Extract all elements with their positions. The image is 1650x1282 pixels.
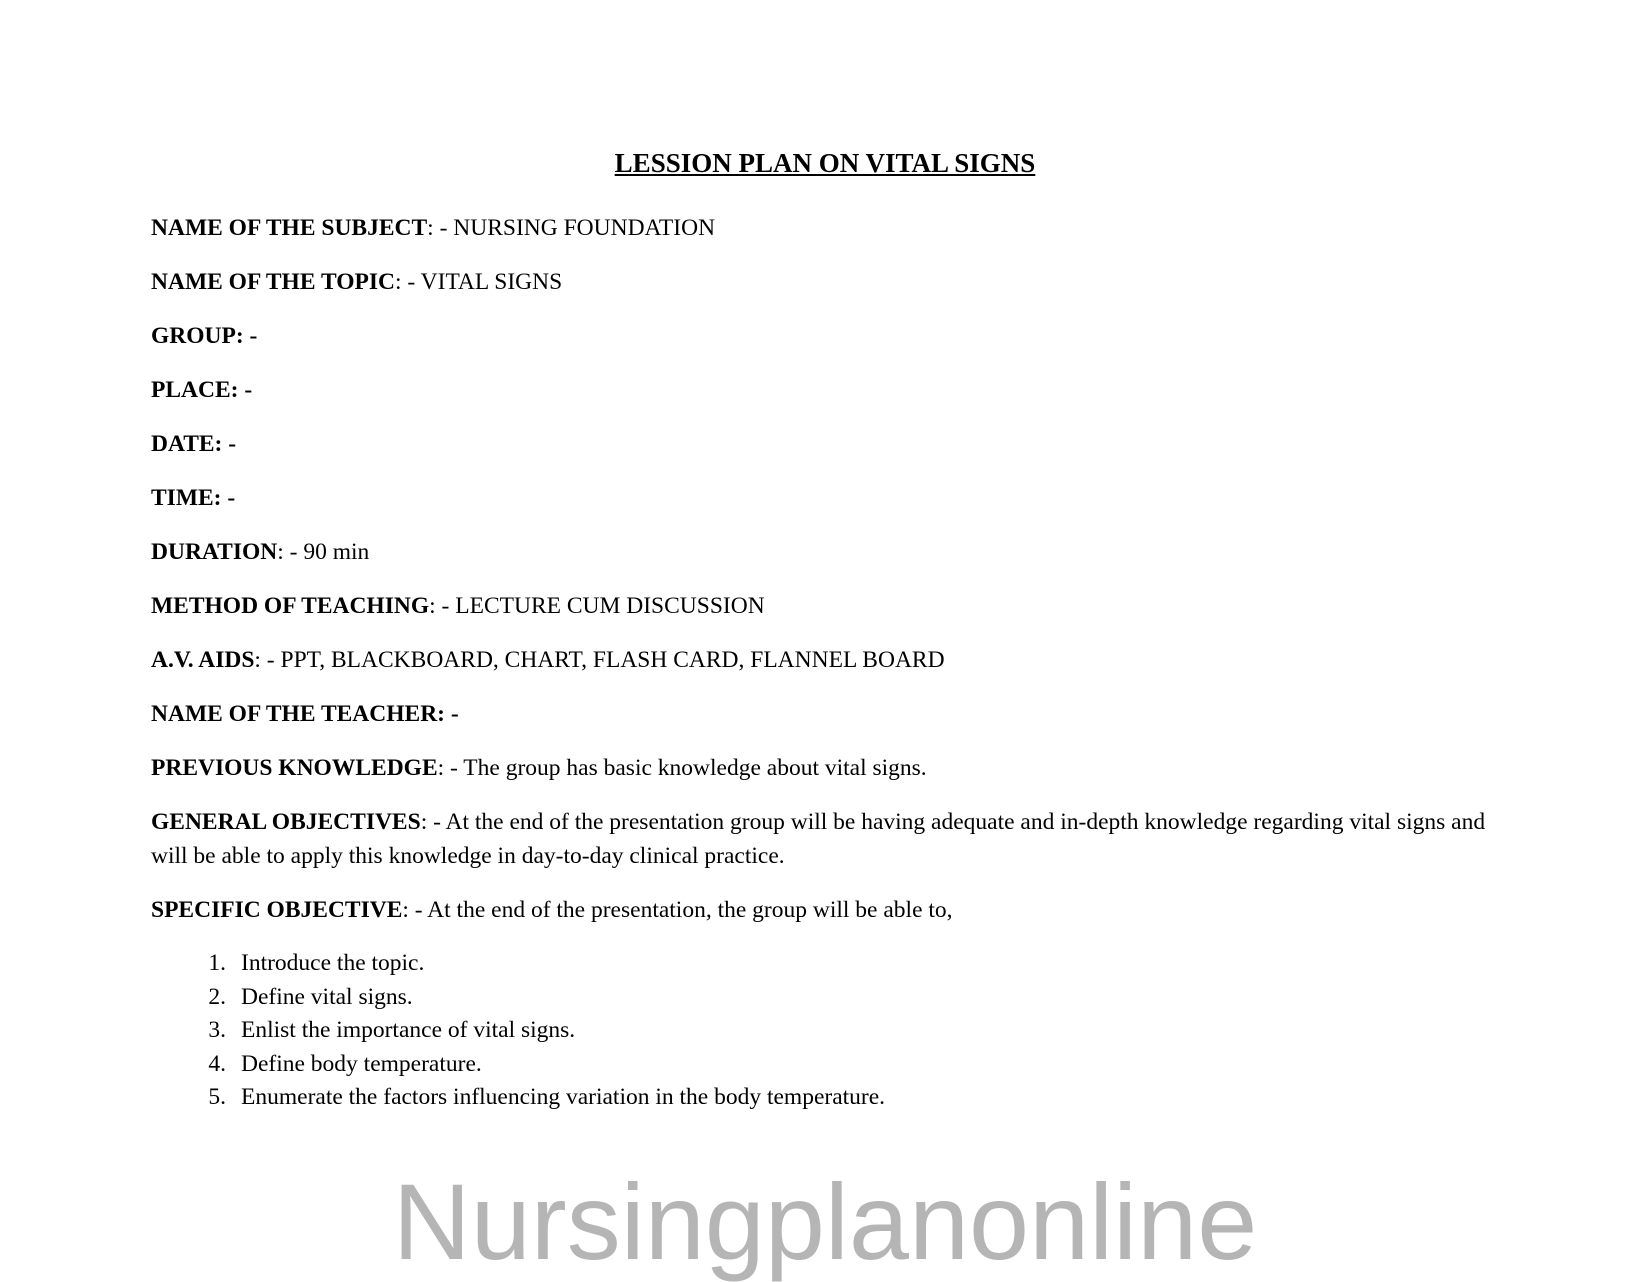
list-text: Define vital signs. (241, 983, 413, 1010)
field-label: METHOD OF TEACHING (151, 593, 430, 619)
field-topic (151, 265, 1511, 299)
field-label: SPECIFIC OBJECTIVE (151, 897, 403, 923)
field-value: : - At the end of the presentation, the group will be able to, (402, 897, 953, 923)
field-label: NAME OF THE TOPIC (151, 269, 395, 295)
field-value: : - The group has basic knowledge about vital signs. (437, 755, 927, 781)
field-value: : - VITAL SIGNS (394, 269, 563, 295)
list-number: 5. (208, 1084, 226, 1110)
field-general-objectives (151, 805, 1511, 873)
field-label: PREVIOUS KNOWLEDGE (151, 755, 438, 781)
list-item (151, 1014, 1451, 1048)
specific-objectives-list (151, 947, 1451, 1115)
list-text: Enlist the importance of vital signs. (241, 1017, 576, 1043)
document-title: LESSION PLAN ON VITAL SIGNS (614, 148, 1036, 178)
field-method-of-teaching (151, 589, 1511, 623)
list-number: 4. (208, 1050, 226, 1077)
list-text: Enumerate the factors influencing variation in the body temperature. (241, 1084, 886, 1110)
field-place (151, 373, 1511, 407)
field-date (151, 427, 1511, 461)
field-previous-knowledge (151, 751, 1511, 785)
list-number: 3. (208, 1017, 226, 1043)
field-av-aids (151, 643, 1511, 677)
field-group (151, 319, 1511, 353)
field-teacher (151, 697, 1511, 731)
field-label: A.V. AIDS (151, 647, 255, 673)
field-label: TIME: - (151, 485, 236, 511)
list-text: Introduce the topic. (241, 950, 425, 976)
field-label: GENERAL OBJECTIVES (151, 809, 421, 835)
field-label: NAME OF THE TEACHER: - (151, 701, 459, 727)
list-text: Define body temperature. (241, 1050, 482, 1077)
field-subject (151, 211, 1511, 245)
field-time (151, 481, 1511, 515)
lesson-details (151, 211, 1511, 947)
field-value: : - At the end of the presentation group will be having adequate and in-depth knowledge regarding vital signs and will be able to apply this knowledge in day-to-day clinical practice. (151, 809, 1486, 869)
list-item (151, 947, 1451, 981)
list-number: 1. (208, 950, 226, 976)
field-label: DURATION (151, 539, 278, 565)
list-item (151, 981, 1451, 1015)
field-value: : - PPT, BLACKBOARD, CHART, FLASH CARD, FLANNEL BOARD (254, 647, 945, 673)
field-label: PLACE: - (151, 377, 253, 403)
field-label: DATE: - (151, 431, 237, 457)
list-number: 2. (208, 983, 226, 1010)
field-specific-objective (151, 893, 1511, 927)
list-item (151, 1048, 1451, 1082)
field-value: : - NURSING FOUNDATION (427, 215, 716, 241)
field-duration (151, 535, 1511, 569)
field-label: GROUP: - (151, 323, 258, 349)
field-value: : - LECTURE CUM DISCUSSION (429, 593, 765, 619)
list-item (151, 1081, 1451, 1115)
watermark: Nursingplanonline (392, 1161, 1258, 1282)
field-value: : - 90 min (277, 539, 370, 565)
field-label: NAME OF THE SUBJECT (151, 215, 428, 241)
